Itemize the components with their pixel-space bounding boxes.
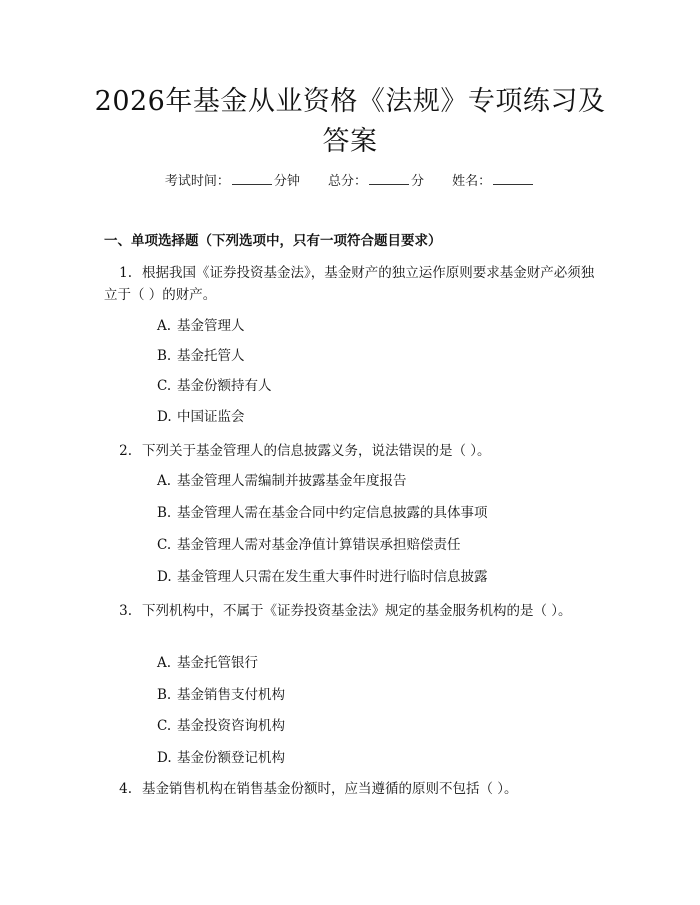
question-text: 下列关于基金管理人的信息披露义务，说法错误的是（ ）。 [142,443,491,459]
time-unit: 分钟 [273,174,300,189]
option-3c [157,716,285,736]
score-label: 总分： [327,174,367,189]
question-text: 基金销售机构在销售基金份额时，应当遵循的原则不包括（ ）。 [142,781,518,797]
option-2b [157,503,488,523]
option-1d [157,407,245,427]
option-1a [157,316,245,336]
question-text: 根据我国《证券投资基金法》，基金财产的独立运作原则要求基金财产必须独立于（ ）的财产。 [104,265,595,303]
name-label: 姓名： [452,174,492,189]
question-2 [104,440,604,462]
score-blank [369,172,409,185]
option-letter: A. [157,318,172,334]
option-letter: C. [157,718,172,734]
document-title: 2026年基金从业资格《法规》专项练习及答案 [94,86,606,157]
question-text: 下列机构中，不属于《证券投资基金法》规定的基金服务机构的是（ ）。 [142,603,572,619]
option-text: 基金管理人需编制并披露基金年度报告 [177,473,407,489]
option-2c [157,535,461,555]
time-label: 考试时间： [164,174,230,189]
option-letter: B. [157,687,172,703]
option-letter: D. [157,750,172,766]
option-1b [157,346,245,366]
exam-time [165,170,300,189]
option-text: 基金销售支付机构 [177,687,285,703]
option-letter: D. [157,409,172,425]
option-2a [157,471,407,491]
option-2d [157,567,488,587]
option-text: 基金份额持有人 [177,378,272,394]
option-text: 基金投资咨询机构 [177,718,285,734]
option-text: 基金管理人 [177,318,245,334]
time-blank [232,172,272,185]
question-4 [104,778,604,800]
exam-name [452,170,535,189]
option-letter: D. [157,569,172,585]
option-text: 基金托管人 [177,348,245,364]
option-letter: C. [157,537,172,553]
question-number: 3. [119,603,132,619]
option-text: 基金份额登记机构 [177,750,285,766]
score-unit: 分 [411,174,425,189]
option-letter: A. [157,655,172,671]
question-1 [104,262,604,306]
option-1c [157,376,272,396]
option-letter: B. [157,505,172,521]
option-3b [157,685,285,705]
exam-score [328,170,424,189]
name-blank [493,172,533,185]
question-number: 2. [119,443,132,459]
option-letter: C. [157,378,172,394]
option-text: 中国证监会 [177,409,245,425]
question-3 [104,600,604,622]
question-number: 4. [119,781,132,797]
question-number: 1. [119,265,132,281]
option-text: 基金管理人需对基金净值计算错误承担赔偿责任 [177,537,461,553]
section-heading: 一、单项选择题（下列选项中，只有一项符合题目要求） [104,233,442,249]
option-text: 基金管理人需在基金合同中约定信息披露的具体事项 [177,505,488,521]
exam-meta [0,170,700,189]
option-text: 基金管理人只需在发生重大事件时进行临时信息披露 [177,569,488,585]
option-text: 基金托管银行 [177,655,258,671]
option-3a [157,653,258,673]
option-letter: B. [157,348,172,364]
option-3d [157,748,285,768]
option-letter: A. [157,473,172,489]
